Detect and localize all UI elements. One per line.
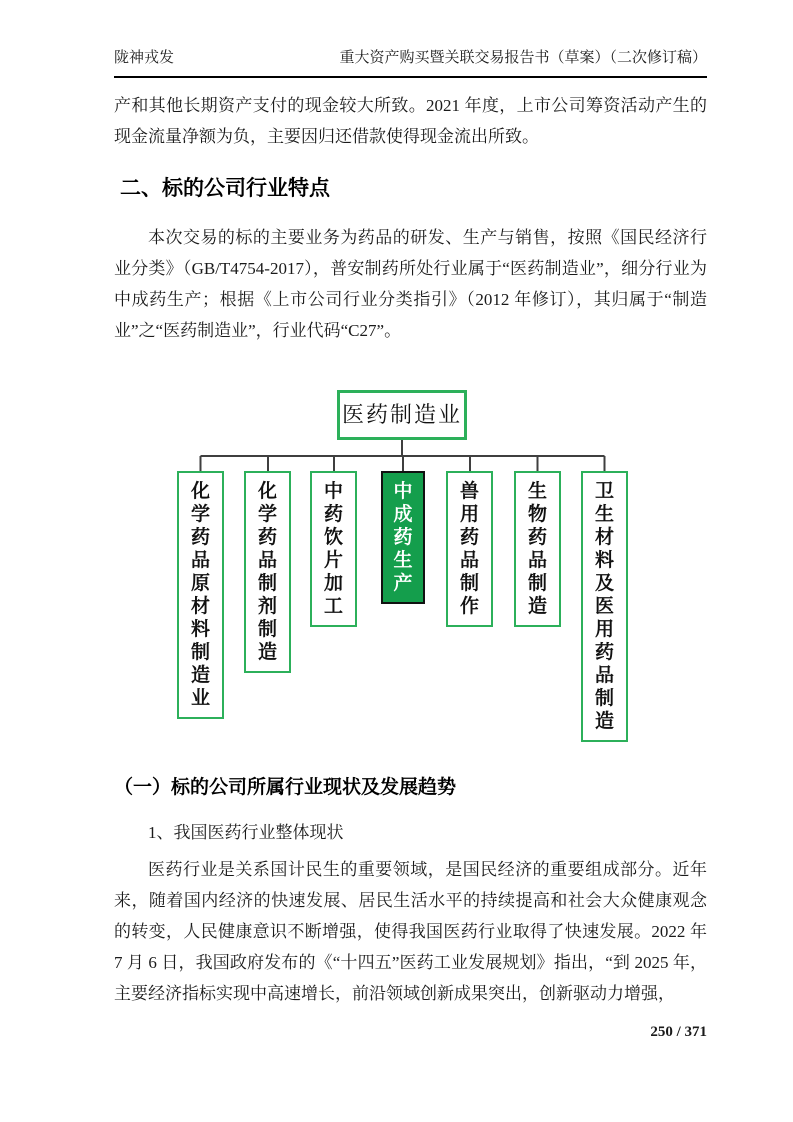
industry-classification-diagram (114, 390, 707, 745)
section-heading-industry-features: 二、标的公司行业特点 (120, 177, 330, 200)
paragraph-cashflow: 产和其他长期资产支付的现金较大所致。2021 年度，上市公司筹资活动产生的现金流量净额为负，主要因归还借款使得现金流出所致。 (114, 96, 707, 146)
header-company-name: 陇神戎发 (114, 50, 175, 66)
diagram-node-chinese-patent-medicine-highlighted: 中成药生产 (381, 471, 425, 604)
header-report-title: 重大资产购买暨关联交易报告书（草案）（二次修订稿） (339, 50, 707, 66)
paragraph-business-classification: 本次交易的标的主要业务为药品的研发、生产与销售，按照《国民经济行业分类》（GB/T4754-2017），普安制药所处行业属于“医药制造业”，细分行业为中成药生产；根据《上市公司行业分类指引》（2012 年修订），其归属于“制造业”之“医药制造业”，行业代码“C27”。 (114, 228, 707, 340)
page-number: 250 / 371 (650, 1024, 707, 1040)
diagram-node-chemical-raw-materials: 化学药品原材料制造业 (177, 471, 224, 719)
diagram-node-chemical-preparations: 化学药品制剂制造 (244, 471, 291, 673)
diagram-node-biological-drugs: 生物药品制造 (514, 471, 561, 627)
item-heading-overall-status: 1、我国医药行业整体现状 (148, 823, 344, 842)
diagram-node-tcm-decoction-pieces: 中药饮片加工 (310, 471, 357, 627)
diagram-node-veterinary-drugs: 兽用药品制作 (446, 471, 493, 627)
paragraph-industry-status: 医药行业是关系国计民生的重要领域，是国民经济的重要组成部分。近年来，随着国内经济的快速发展、居民生活水平的持续提高和社会大众健康观念的转变，人民健康意识不断增强，使得我国医药行业取得了快速发展。2022 年 7 月 6 日，我国政府发布的《“十四五”医药工业发展规划》指出，“到 2025 年，主要经济指标实现中高速增长，前沿领域创新成果突出，创新驱动力增强， (114, 860, 707, 1003)
page-header (114, 46, 707, 78)
subsection-heading-industry-status: （一）标的公司所属行业现状及发展趋势 (114, 777, 457, 798)
diagram-node-sanitary-materials: 卫生材料及医用药品制造 (581, 471, 628, 742)
diagram-root-node: 医药制造业 (337, 390, 467, 440)
